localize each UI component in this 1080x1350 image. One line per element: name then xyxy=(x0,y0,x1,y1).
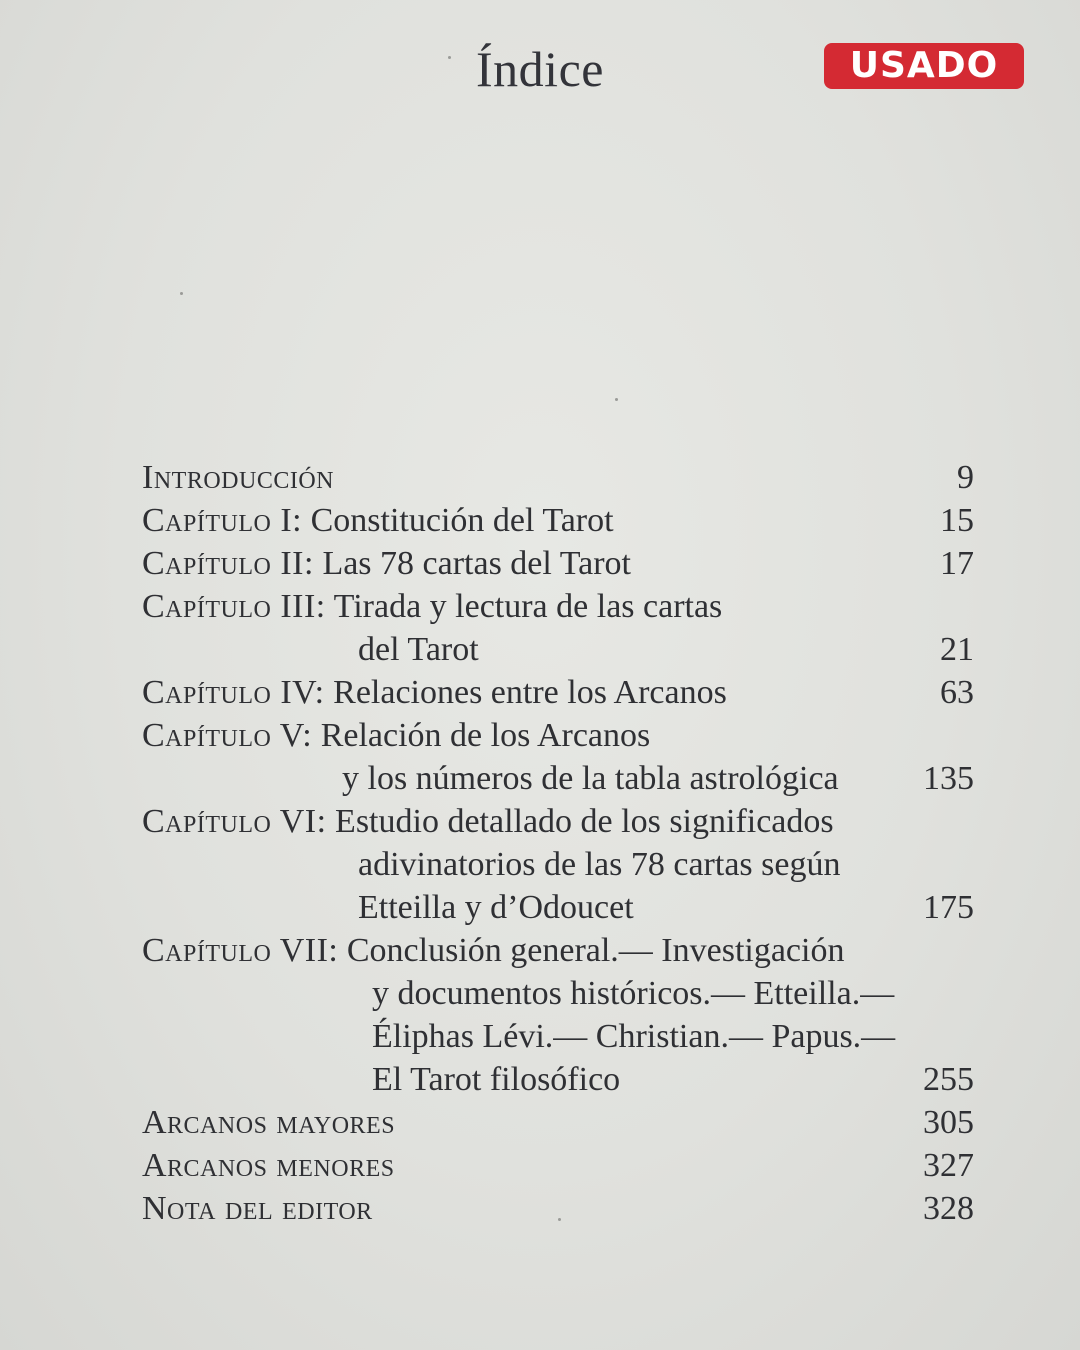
toc-page-number: 63 xyxy=(940,674,974,711)
toc-entry-title: Las 78 cartas del Tarot xyxy=(322,545,631,582)
toc-entry-label: Capítulo VII: xyxy=(142,932,339,969)
toc-entry-label: Capítulo IV: xyxy=(142,674,325,711)
toc-entry-title: Relaciones entre los Arcanos xyxy=(333,674,727,711)
toc-entry xyxy=(142,1101,974,1144)
toc-page-number: 305 xyxy=(923,1104,974,1141)
toc-entry xyxy=(142,800,974,929)
paper-speck xyxy=(180,292,183,295)
toc-entry-title-continued: y documentos históricos.— Etteilla.— xyxy=(372,975,895,1012)
toc-entry-title-continued: del Tarot xyxy=(358,631,479,668)
toc-page-number: 327 xyxy=(923,1147,974,1184)
toc-entry xyxy=(142,585,974,671)
toc-entry-label: Capítulo II: xyxy=(142,545,314,582)
toc-entry xyxy=(142,714,974,800)
toc-entry-label: Capítulo V: xyxy=(142,717,313,754)
toc-page-number: 17 xyxy=(940,545,974,582)
toc-page-number: 175 xyxy=(923,889,974,926)
toc-entry xyxy=(142,542,974,585)
toc-entry xyxy=(142,929,974,1101)
toc-entry xyxy=(142,671,974,714)
toc-entry xyxy=(142,452,974,499)
page-title: Índice xyxy=(476,41,604,97)
toc-entry-title-continued: El Tarot filosófico xyxy=(372,1061,621,1098)
toc-entry-label: Arcanos menores xyxy=(142,1147,395,1184)
toc-entry-title: Tirada y lectura de las cartas xyxy=(333,588,723,625)
toc-entry-title-continued: adivinatorios de las 78 cartas según xyxy=(358,846,841,883)
toc-entry-title-continued: Etteilla y d’Odoucet xyxy=(358,889,634,926)
toc-entry xyxy=(142,499,974,542)
toc-entry-label: Capítulo III: xyxy=(142,588,326,625)
toc-entry xyxy=(142,1187,974,1230)
used-badge: USADO xyxy=(824,43,1024,89)
table-of-contents xyxy=(142,452,974,1230)
paper-speck xyxy=(615,398,618,401)
toc-entry-title: Estudio detallado de los significados xyxy=(335,803,834,840)
toc-entry xyxy=(142,1144,974,1187)
toc-entry-label: Capítulo VI: xyxy=(142,803,327,840)
toc-entry-label: Nota del editor xyxy=(142,1190,373,1227)
toc-entry-label: Capítulo I: xyxy=(142,502,303,539)
toc-entry-title: Relación de los Arcanos xyxy=(320,717,651,754)
toc-entry-title: Conclusión general.— Investigación xyxy=(346,932,845,969)
toc-entry-title-continued: y los números de la tabla astrológica xyxy=(342,760,839,797)
toc-entry-title: Constitución del Tarot xyxy=(310,502,614,539)
toc-page-number: 21 xyxy=(940,631,974,668)
toc-page-number: 255 xyxy=(923,1061,974,1098)
toc-entry-label: Arcanos mayores xyxy=(142,1104,396,1141)
toc-entry-label: Introducción xyxy=(142,459,334,496)
toc-page-number: 15 xyxy=(940,502,974,539)
toc-page-number: 328 xyxy=(923,1190,974,1227)
toc-entry-title-continued: Éliphas Lévi.— Christian.— Papus.— xyxy=(372,1018,896,1055)
toc-page-number: 135 xyxy=(923,760,974,797)
toc-page-number: 9 xyxy=(957,459,974,496)
